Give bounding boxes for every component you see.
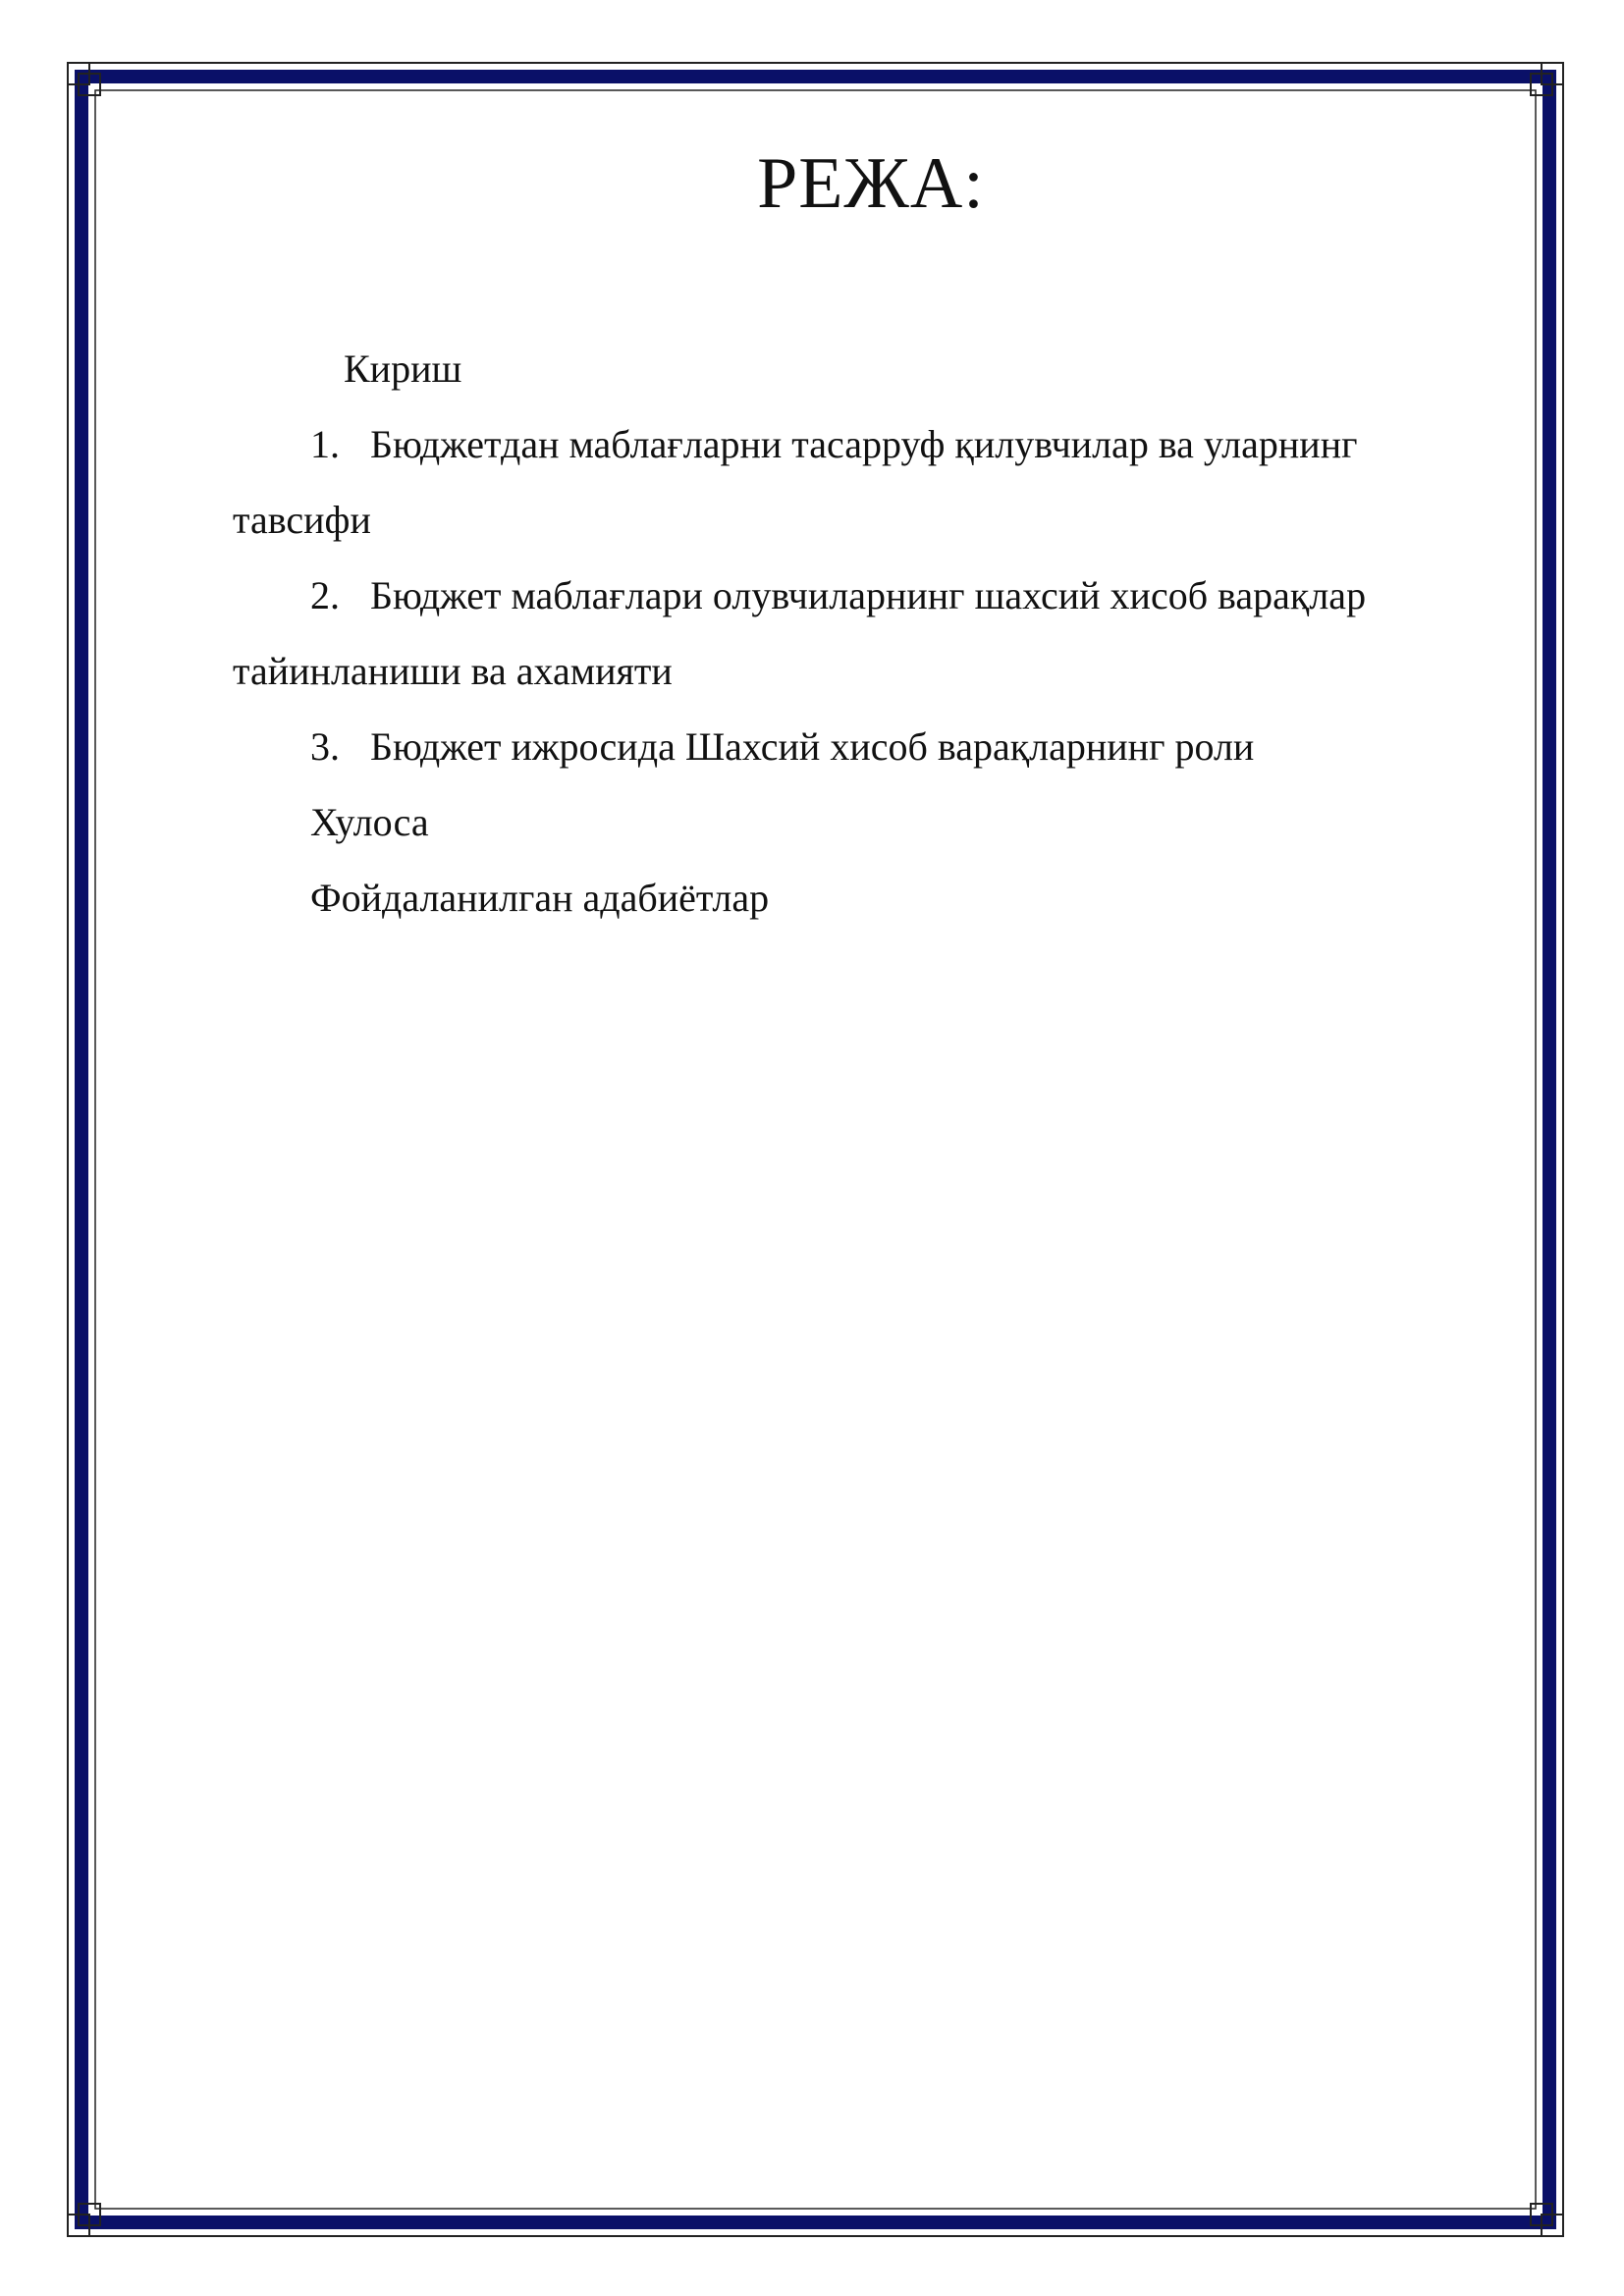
page-title: РЕЖА: [757,143,985,224]
list-item-2 [310,573,1367,617]
list-number: 3. [310,724,340,769]
list-item-text: Бюджет маблағлари олувчиларнинг шахсий хисоб варақлар [370,573,1367,617]
list-item-text: Бюджет ижросида Шахсий хисоб варақларнинг роли [370,724,1255,769]
list-item-3 [310,724,1255,769]
list-number: 1. [310,422,340,466]
list-item-1-continuation: тавсифи [233,498,371,542]
references-item: Фойдаланилган адабиётлар [310,876,770,920]
list-item-1 [310,422,1358,466]
list-number: 2. [310,573,340,617]
list-item-text: Бюджетдан маблағларни тасарруф қилувчилар ва уларнинг [370,422,1358,466]
intro-item: Кириш [344,347,462,391]
list-item-2-continuation: тайинланиши ва ахамияти [233,649,673,693]
conclusion-item: Хулоса [310,800,429,844]
